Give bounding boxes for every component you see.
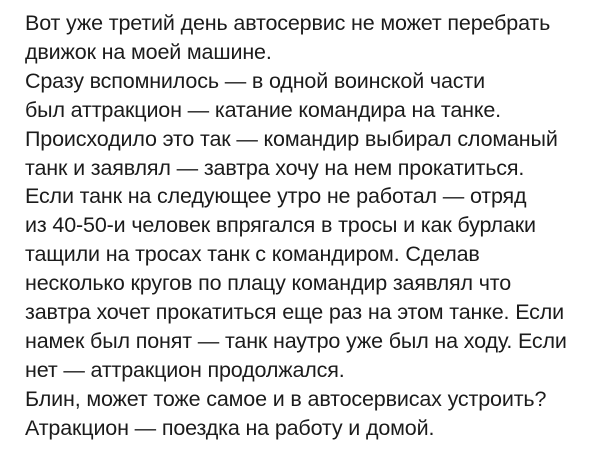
text-line: Если танк на следующее утро не работал — отряд [25,184,527,209]
text-line: завтра хочет прокатиться еще раз на этом танке. Если [25,300,565,325]
text-line: намек был понят — танк наутро уже был на ходу. Если [25,328,567,353]
text-line: нет — аттракцион продолжался. [25,357,345,382]
text-line: движок на моей машине. [25,39,272,64]
text-line: Вот уже третий день автосервис не может перебрать [25,11,551,35]
text-line: тащили на тросах танк с командиром. Сделав [25,242,480,267]
text-line: Происходило это так — командир выбирал сломаный [25,126,558,151]
text-line: несколько кругов по плацу командир заявлял что [25,271,512,296]
text-line: Сразу вспомнилось — в одной воинской части [25,68,485,93]
text-line: из 40-50-и человек впрягался в тросы и как бурлаки [25,213,536,238]
text-line: Блин, может тоже самое и в автосервисах устроить? [25,386,547,411]
text-line: Атракцион — поездка на работу и домой. [25,415,435,440]
text-line: был аттракцион — катание командира на танке. [25,97,502,122]
text-line: танк и заявлял — завтра хочу на нем прокатиться. [25,155,525,180]
